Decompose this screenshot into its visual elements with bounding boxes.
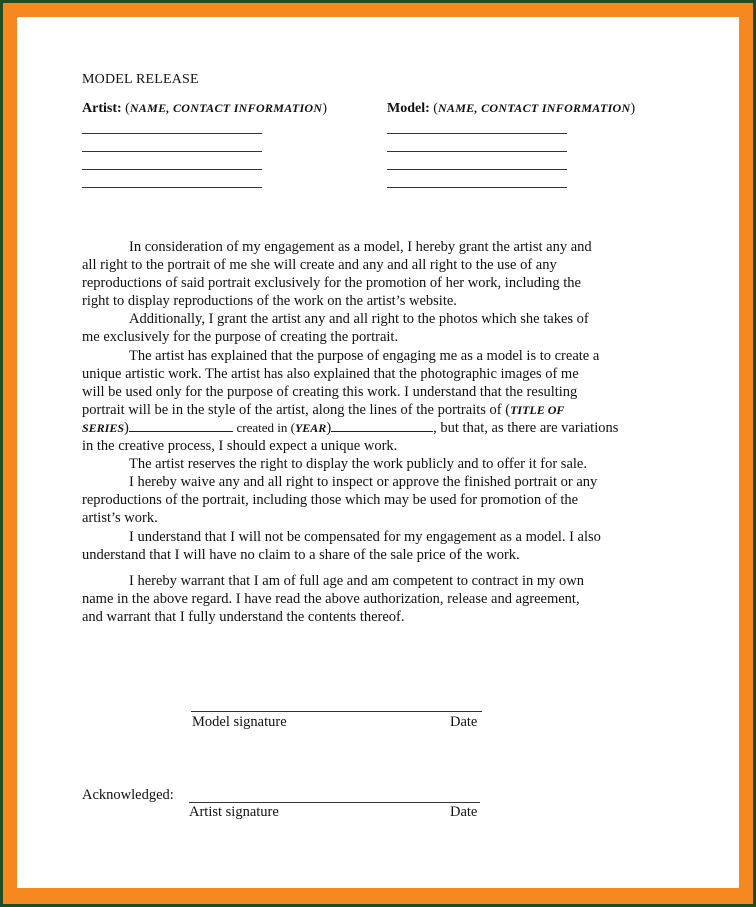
model-info-line-2[interactable]: [387, 151, 567, 152]
artist-info-line-1[interactable]: [82, 133, 262, 134]
paragraph-3-line: SERIES) created in (YEAR) , but that, as there are variations: [82, 419, 619, 436]
model-info-line-3[interactable]: [387, 169, 567, 170]
paragraph-1-line: all right to the portrait of me she will create and any and all right to the use of any: [82, 257, 557, 274]
acknowledged-label: Acknowledged:: [82, 787, 174, 803]
paragraph-3-line: will be used only for the purpose of creating this work. I understand that the resulting: [82, 383, 578, 400]
paragraph-5-line: artist’s work.: [82, 510, 158, 527]
paragraph-1-line: right to display reproductions of the work on the artist’s website.: [82, 293, 457, 310]
artist-signature-line[interactable]: [189, 802, 480, 803]
paragraph-2-line: Additionally, I grant the artist any and all right to the photos which she takes of: [129, 311, 589, 328]
model-header: Model: (NAME, CONTACT INFORMATION): [387, 101, 636, 116]
artist-info-line-2[interactable]: [82, 151, 262, 152]
model-label: Model:: [387, 101, 430, 116]
created-in-text: created in (: [236, 419, 295, 435]
model-info-line-4[interactable]: [387, 187, 567, 188]
paragraph-3-line: in the creative process, I should expect a unique work.: [82, 438, 398, 455]
paragraph-4-line: The artist reserves the right to display the work publicly and to offer it for sale.: [129, 456, 587, 473]
paragraph-3-line: [82, 401, 652, 419]
paragraph-1-line: In consideration of my engagement as a model, I hereby grant the artist any and: [129, 239, 592, 255]
artist-date-label: Date: [450, 804, 478, 820]
artist-header: Artist: (NAME, CONTACT INFORMATION): [82, 101, 328, 116]
paragraph-3-line: The artist has explained that the purpose of engaging me as a model is to create a: [129, 347, 600, 364]
model-date-label: Date: [450, 714, 478, 730]
series-title-label: TITLE OF: [510, 402, 565, 417]
release-body: [82, 238, 652, 626]
model-placeholder: NAME, CONTACT INFORMATION: [437, 101, 631, 115]
series-prefix: portrait will be in the style of the artist, along the lines of the portraits of (: [82, 401, 511, 418]
model-info-line-1[interactable]: [387, 133, 567, 134]
series-blank[interactable]: [129, 419, 233, 432]
paragraph-1-line: reproductions of said portrait exclusively for the promotion of her work, including the: [82, 275, 581, 292]
artist-signature-label: Artist signature: [189, 804, 279, 820]
series-title-label-2: SERIES: [82, 420, 125, 435]
variations-text: , but that, as there are variations: [433, 419, 619, 436]
paragraph-7-line: I hereby warrant that I am of full age and am competent to contract in my own: [129, 572, 584, 589]
model-signature-label: Model signature: [192, 714, 287, 730]
artist-info-line-3[interactable]: [82, 169, 262, 170]
year-blank[interactable]: [331, 419, 433, 432]
paragraph-6-line: understand that I will have no claim to a share of the sale price of the work.: [82, 546, 520, 563]
paragraph-6-line: I understand that I will not be compensated for my engagement as a model. I also: [129, 528, 601, 545]
model-signature-line[interactable]: [191, 711, 482, 712]
artist-info-line-4[interactable]: [82, 187, 262, 188]
year-label: YEAR: [294, 420, 327, 435]
artist-label: Artist:: [82, 101, 122, 116]
document-page: [17, 17, 739, 888]
paragraph-2-line: me exclusively for the purpose of creating the portrait.: [82, 329, 399, 346]
document-title: MODEL RELEASE: [82, 72, 199, 87]
paragraph-7-line: and warrant that I fully understand the contents thereof.: [82, 608, 405, 625]
paragraph-7-line: name in the above regard. I have read the above authorization, release and agreement,: [82, 590, 580, 607]
paragraph-5-line: reproductions of the portrait, including those which may be used for promotion of the: [82, 492, 579, 509]
paragraph-3-line: unique artistic work. The artist has also explained that the photographic images of me: [82, 365, 579, 382]
artist-placeholder: NAME, CONTACT INFORMATION: [129, 101, 323, 115]
paragraph-5-line: I hereby waive any and all right to inspect or approve the finished portrait or any: [129, 474, 598, 491]
